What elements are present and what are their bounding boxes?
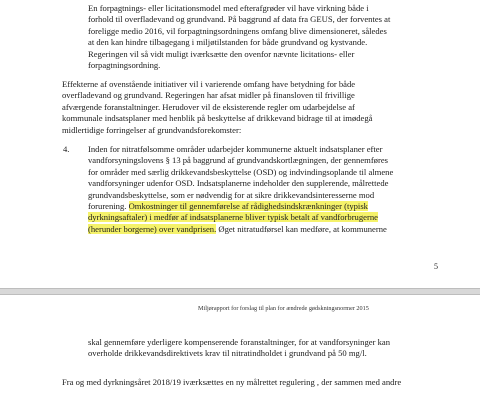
list-item-text xyxy=(88,144,394,235)
paragraph-effekter: Effekterne af ovenstående initiativer vil i varierende omfang have betydning for både overfladevand og grundvand. Regeringen har afsat midler på finansloven til frivillige afværgende foranstaltninger. Herudover vil de eksisterende regler om udarbejdelse af kommunale indsatsplaner med henblik på beskyttelse af drikkevand bidrage til at imødegå midlertidige forringelser af grundvandsforekomster: xyxy=(62,79,373,135)
page-separator xyxy=(0,288,480,295)
highlighted-text: Omkostninger til gennemførelse af rådighedsindskrænkninger (typisk dyrkningsaftaler) i medfør af indsatsplanerne bliver typisk betalt af vandforbrugerne (herunder borgerne) over vandprisen. xyxy=(88,201,378,234)
item-text-before: Inden for nitratfølsomme områder udarbejder kommunerne aktuelt indsatsplaner efter vandforsyningslovens § 13 på baggrund af grundvandskortlægningen, der gennemføres for områder med særlig drikkevandsbeskyttelse (OSD) og indvindingsoplande til almene vandforsyninger udenfor OSD. Indsatsplanerne indeholder den supplerende, målrettede grundvandsbeskyttelse, som er nødvendig for at sikre drikkevandsinteresserne mod forurening. xyxy=(88,144,394,212)
paragraph-forpagtning: En forpagtnings- eller licitationsmodel med efterafgrøder vil have virkning både i forhold til overfladevand og grundvand. På baggrund af data fra GEUS, der forventes at foreligge medio 2016, vil forpagtningsordningens omfang blive dimensioneret, således at den kan hindre tilbagegang i miljøtilstanden for både grundvand og kystvande. Regeringen vil så vidt muligt iværksætte den ovenfor nævnte licitations- eller forpagtningsordning. xyxy=(88,3,391,71)
page-number: 5 xyxy=(434,262,438,271)
item-text-after: Øget nitratudførsel kan medføre, at kommunerne xyxy=(216,223,387,234)
paragraph-dyrkningsaar: Fra og med dyrkningsåret 2018/19 iværksættes en ny målrettet regulering , der sammen med andre xyxy=(62,377,402,387)
list-item-number: 4. xyxy=(63,144,70,154)
document-page-bottom xyxy=(0,295,480,417)
running-header: Miljørapport for forslag til plan for ændrede gødskningsnormer 2015 xyxy=(198,305,369,312)
paragraph-kompenserende: skal gennemføre yderligere kompenserende foranstaltninger, for at vandforsyninger kan overholde drikkevandsdirektivets krav til nitratindholdet i grundvand på 50 mg/l. xyxy=(88,337,390,359)
